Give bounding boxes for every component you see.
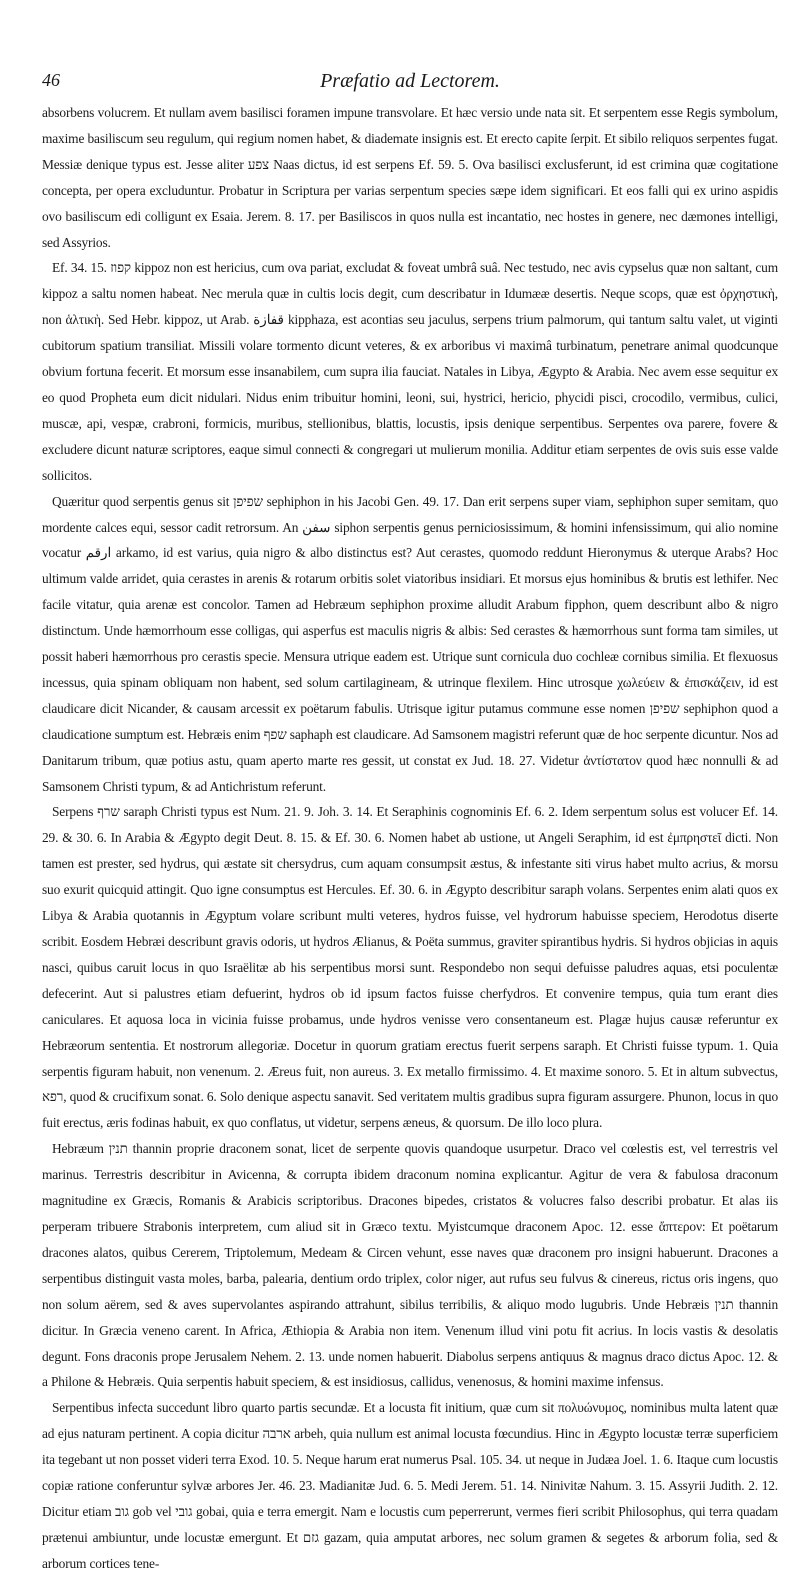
page [42,0,778,1571]
running-head [42,70,778,98]
paragraph-locusta: Serpentibus infecta succedunt libro quarto partis secundæ. Et a locusta fit initium, quæ cum sit πολυώνυμος, nominibus multa latent quæ ad ejus naturam pertinent. A copia dicitur ארבה arbeh, quia nullum est animal locusta fœcundius. Hinc in Ægypto locustæ terræ superficiem ita tegebant ut non posset videri terra Exod. 10. 5. Neque harum erat numerus Psal. 105. 34. ut neque in Judæa Joel. 1. 6. Itaque cum locustis copiæ ratione conferuntur sylvæ arbores Jer. 46. 23. Madianitæ Jud. 6. 5. Medi Jerem. 51. 14. Ninivitæ Nahum. 3. 15. Assyrii Judith. 2. 12. Dicitur etiam גוב gob vel גובי gobai, quia e terra emergit. Nam e locustis cum peperrerunt, vermes fieri scribit Philosophus, qui terra quadam prætenui ambiuntur, unde locustæ emergunt. Et גזם gazam, quia amputat arbores, nec solum gramen & segetes & arborum folia, sed & arborum cortices tene- [42,1400,778,1571]
paragraph-basiliscus: absorbens volucrem. Et nullam avem basilisci foramen impune transvolare. Et hæc versio unde nata sit. Et serpentem esse Regis symbolum, maxime basiliscum seu regulum, qui regium nomen habet, & diademate insignis est. Et erecto capite ſerpit. Et sibilo reliquos serpentes fugat. Messiæ denique typus est. Jesse aliter צפע Naas dictus, id est serpens Ef. 59. 5. Ova basilisci exclusferunt, id est crimina quæ cogitatione concepta, per opera excluduntur. Probatur in Scriptura per varias serpentum species sæpe idem significari. Et eos falli qui ex urino aspidis ovo basiliscum edi colligunt ex Esaia. Jerem. 8. 17. per Basiliscos in quos nulla est incantatio, nec hostes in genere, nec dæmones intelligi, sed Assyrios. [42,105,778,250]
paragraph-thannin: Hebræum תנין thannin proprie draconem sonat, licet de serpente quovis quandoque usurpetur. Draco vel cœlestis est, vel terrestris vel marinus. Terrestris describitur in Avicenna, & corrupta ibidem draconum nomina explicantur. Agitur de vera & fabulosa draconum magnitudine ex Græcis, Romanis & Arabicis scriptoribus. Dracones bipedes, cristatos & volucres falso describi probatur. Et alas iis perperam tribuere Strabonis interpretem, cum aliud sit in Græco textu. Myistcumque draconem Apoc. 12. esse ἄπτερον: Et poëtarum dracones alatos, quibus Cererem, Triptolemum, Medeam & Circen vehunt, esse naves quæ draconem pro insigni habuerunt. Dracones a serpentibus distinguit vasta moles, barba, palearia, dentium ordo triplex, color niger, aut rufus seu fulvus & cinereus, rictus oris ingens, quo non solum aërem, sed & aves supervolantes aspirando attrahunt, sibilus terribilis, & aliquo modo lugubris. Unde Hebræis תנין thannin dicitur. In Græcia veneno carent. In Africa, Æthiopia & Arabia non item. Venenum illud vini potu fit acrius. In locis vastis & desolatis degunt. Fons draconis prope Jerusalem Nehem. 2. 13. unde nomen habuerit. Diabolus serpens antiquus & magnus draco dictus Apoc. 12. & a Philone & Hebræis. Quia serpentis habuit speciem, & est insidiosus, callidus, venenosus, & homini maxime infensus. [42,1141,778,1390]
page-number: 46 [42,70,60,90]
paragraph-saraph: Serpens שרף saraph Christi typus est Num. 21. 9. Joh. 3. 14. Et Seraphinis cognominis Ef. 6. 2. Idem serpentum solus est volucer Ef. 14. 29. & 30. 6. In Arabia & Ægypto degit Deut. 8. 15. & Ef. 30. 6. Nomen habet ab ustione, ut Angeli Seraphim, id est ἐμπρηστεῖ dicti. Non tamen est prester, sed hydrus, qui æstate sit chersydrus, cum aquam consumpsit æstus, & infestante siti virus habet multo acrius, & morsu suo exurit quicquid attingit. Quo igne consumptus est Hercules. Ef. 30. 6. in Ægypto describitur saraph volans. Serpentes enim alati quos ex Libya & Arabia quotannis in Ægyptum volare scribunt multi veteres, hydros fuisse, vel hydrorum habuisse speciem, Herodotus diserte scribit. Eosdem Hebræi describunt gravis odoris, ut hydros Ælianus, & Poëta summus, graviter spirantibus hydris. Si hydros objicias in aquis nasci, quibus caruit locus in quo Israëlitæ ab his serpentibus morsi sunt. Respondebo non sequi defuisse paludres aquas, etsi poculentæ defecerint. Aut si palustres etiam defuerint, hydros ob id ipsum factos fuisse cherfydros. Et convenire tempus, quia tum erant dies caniculares. Et aquosa loca in vicinia fuisse probamus, unde hydros venisse vero consentaneum est. Plagæ hujus causæ referuntur ex Hebræorum sententia. Et nostrorum allegoriæ. Docetur in quorum gratiam erectus fuerit serpens saraph. Et Christi fuisse typum. 1. Quia serpentis figuram habuit, non venenum. 2. Æreus fuit, non aureus. 3. Ex metallo firmissimo. 4. Et maxime sonoro. 5. Et in altum subvectus, רפא, quod & crucifixum sonat. 6. Solo denique aspectu sanavit. Sed veritatem multis gradibus supra figuram assurgere. Phunon, locus in quo fuit erectus, æris fodinas habuit, ex quo conflatus, ut videtur, serpens æneus, & quorsum. De illo loco plura. [42,804,778,1131]
body-text [42,100,778,1571]
paragraph-kippoz: Ef. 34. 15. קפוז kippoz non est hericius, cum ova pariat, excludat & foveat umbrâ suâ. Nec testudo, nec avis cypselus quæ non saltant, cum kippoz a saltu nomen habeat. Nec merula quæ in cultis locis degit, cum describatur in Idumææ desertis. Neque scops, quæ est ὀρχηστικὴ, non ἁλτικὴ. Sed Hebr. kippoz, ut Arab. قفازة kipphaza, est acontias seu jaculus, serpens trium palmorum, qui tantum saltu valet, ut viginti cubitorum spatium transiliat. Missili volare tormento dicunt veteres, & ex arboribus vi maximâ turbinatum, penetrare animal quodcunque obvium fortuna fecerit. Et morsum esse insanabilem, cum supra ilia fauciat. Natales in Libya, Ægypto & Arabia. Nec avem esse sequitur ex eo quod Propheta eum dicit nidulari. Nidus enim tribuitur homini, leoni, sui, hystrici, hericio, phycidi pisci, crocodilo, vermibus, culici, muscæ, api, vespæ, crabroni, formicis, muribus, stellionibus, blattis, locustis, ipsis denique serpentibus. Serpentes ova parere, fovere & excludere dicunt naturæ scriptores, eaque simul connecti & congregari ut mulierum monilia. Additur etiam serpentes de ovis suis esse valde sollicitos. [42,260,778,483]
paragraph-sephiphon: Quæritur quod serpentis genus sit שפיפן sephiphon in his Jacobi Gen. 49. 17. Dan erit serpens super viam, sephiphon super semitam, quo mordente calces equi, sessor cadit retrorsum. An سفن siphon serpentis genus perniciosissimum, & homini infensissimum, qui alio nomine vocatur ارقم arkamo, id est varius, quia nigro & albo distinctus est? Aut cerastes, quomodo reddunt Hieronymus & uterque Arabs? Hoc ultimum valde arridet, quia cerastes in arenis & rotarum orbitis solet viatoribus insidiari. Et morsus ejus hominibus & brutis est lethifer. Nec facile vitatur, quia arenæ est concolor. Tamen ad Hebræum sephiphon proxime alludit Arabum fipphon, quem describunt albo & nigro distinctum. Unde hæmorrhoum esse colligas, qui asperfus est maculis nigris & albis: Sed cerastes & hæmorrhous sunt forma tam similes, ut possit haberi hæmorrhous pro cerastis specie. Mensura utrique eadem est. Utrique sunt cornicula duo cochleæ cornibus similia. Et flexuosus incessus, quia spinam obliquam non habent, sed solum cartilagineam, & utrinque flexilem. Hinc utrosque χωλεύειν & ἐπισκάζειν, id est claudicare dicit Nicander, & causam arcessit ex poëtarum fabulis. Utrisque igitur putamus commune esse nomen שפיפן sephiphon quod a claudicatione sumptum est. Hebræis enim שפף saphaph est claudicare. Ad Samsonem magistri referunt quæ de hoc serpente dicuntur. Nos ad Danitarum tribum, quæ potius astu, quam aperto marte res gessit, ut constat ex Jud. 18. 27. Videtur ἀντίστατον quod hæc nonnulli & ad Samsonem Christi typum, & ad Antichristum referunt. [42,493,778,794]
page-title: Præfatio ad Lectorem. [320,70,500,92]
